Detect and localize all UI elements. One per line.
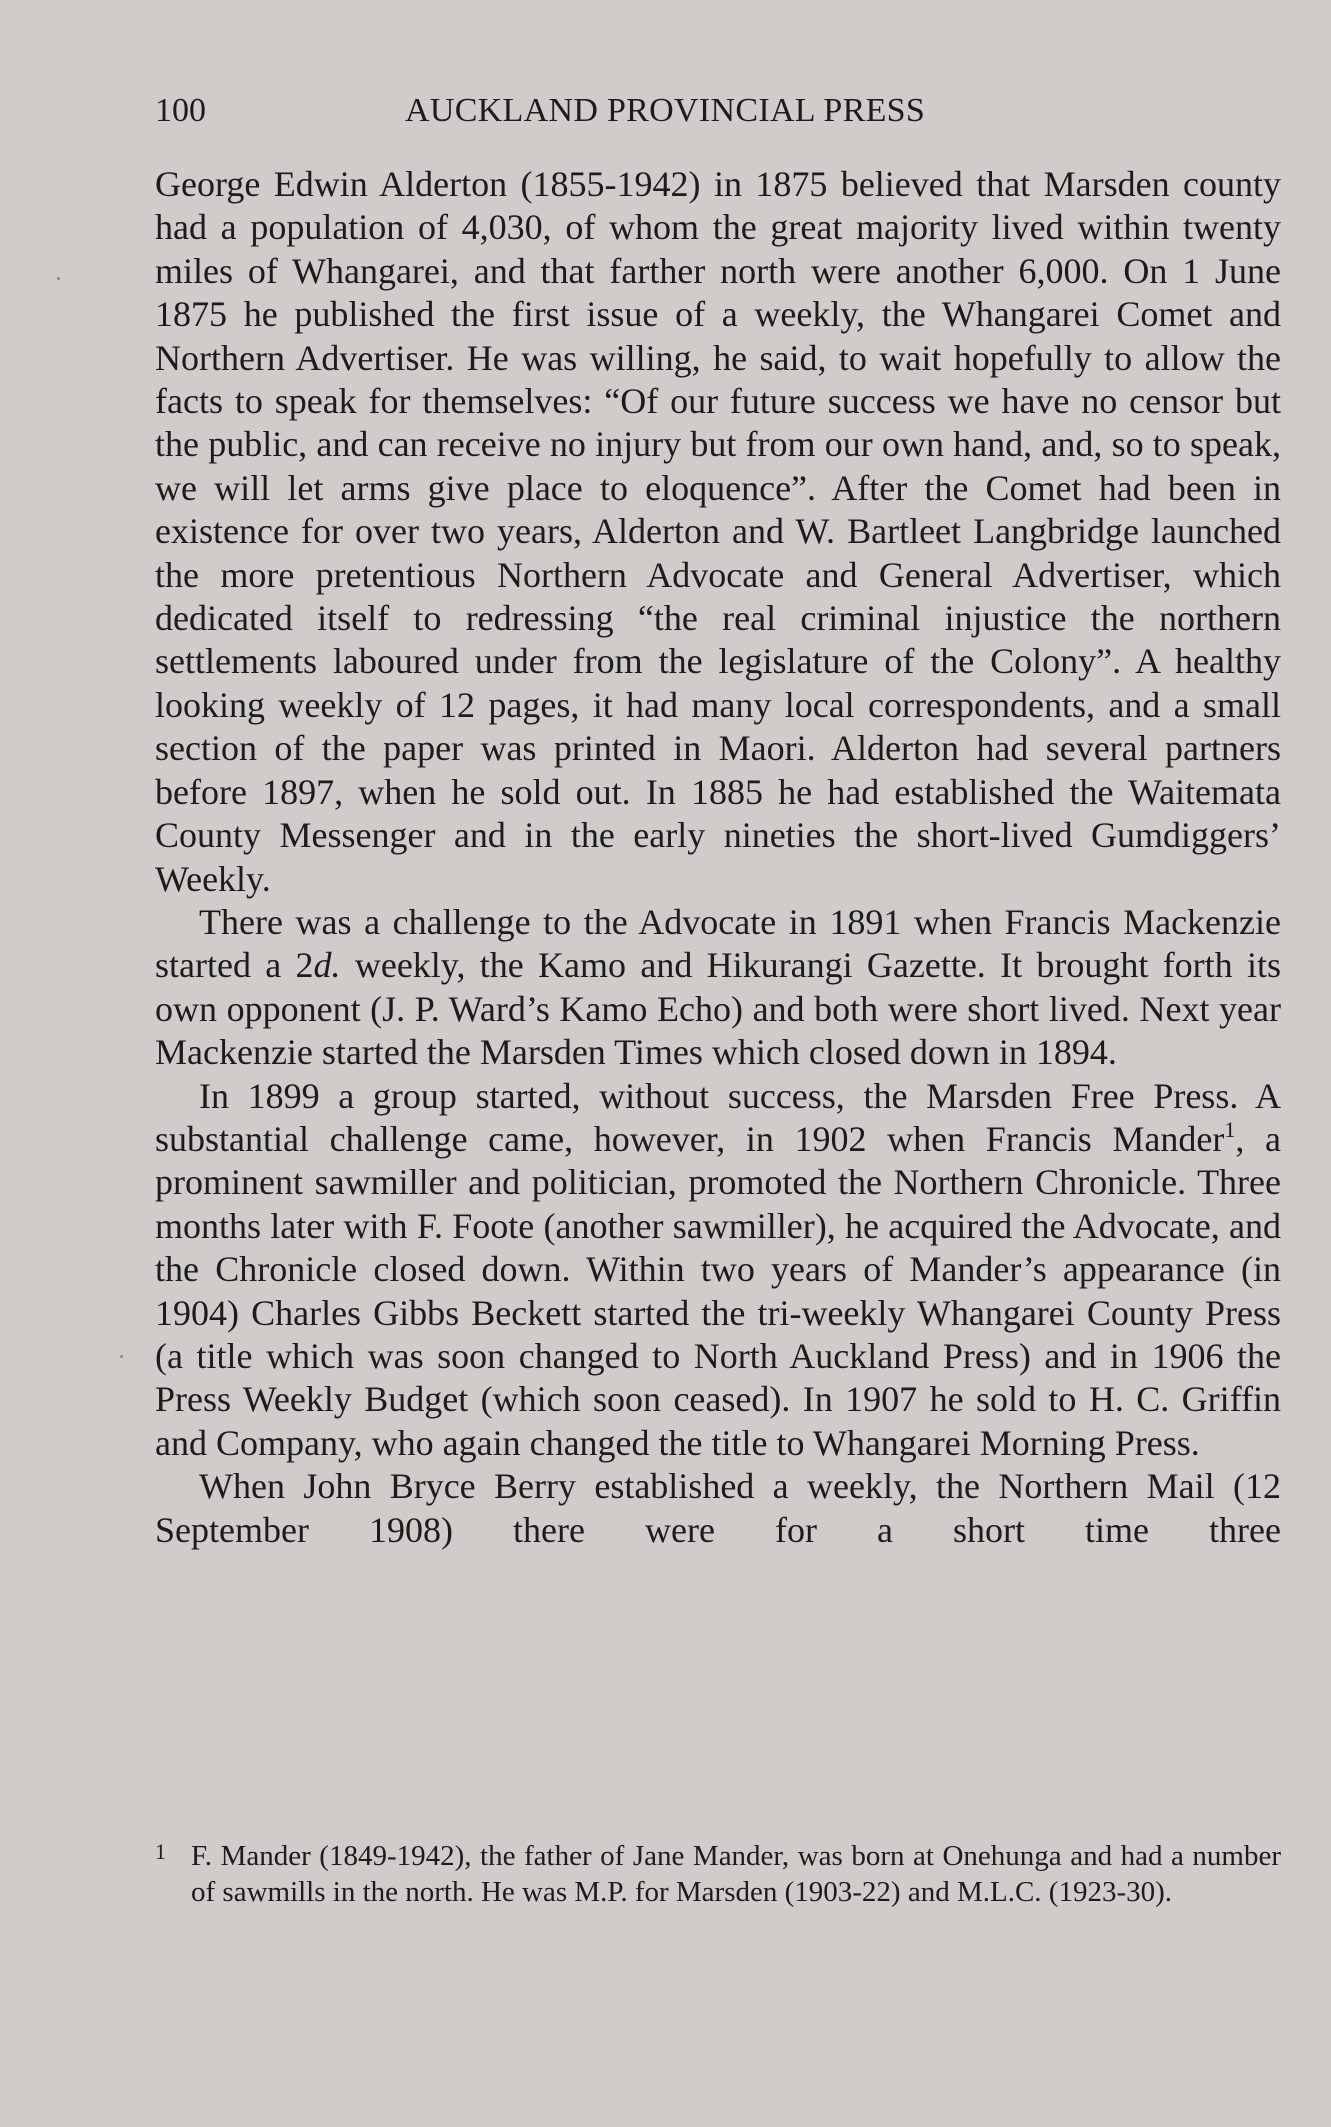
paragraph-mander: [155, 1075, 1281, 1466]
scan-speck: [120, 1355, 123, 1358]
body-text: [155, 163, 1281, 1552]
pence-abbreviation: d.: [313, 945, 341, 986]
running-head: [155, 88, 1281, 134]
paragraph-mackenzie-text-end: weekly, the Kamo and Hikurangi Gazette. It brought forth its own opponent (J. P. Ward’s Kamo Echo) and both were short lived. Next year Mackenzie started the Marsden Times which closed down in 1894.: [155, 945, 1281, 1073]
paragraph-berry-text: When John Bryce Berry established a weekly, the Northern Mail (12 September 1908) there were for a short time three: [155, 1466, 1281, 1550]
running-title: AUCKLAND PROVINCIAL PRESS: [405, 92, 926, 129]
footnote-reference: 1: [1224, 1116, 1236, 1142]
footnote-marker: 1: [155, 1839, 166, 1864]
paragraph-mander-text-start: In 1899 a group started, without success, the Marsden Free Press. A substantial challenge came, however, in 1902 when Francis Mander: [155, 1075, 1281, 1159]
page-number: 100: [155, 92, 206, 129]
footnote-text: F. Mander (1849-1942), the father of Jane Mander, was born at Onehunga and had a number of sawmills in the north. He was M.P. for Marsden (1903-22) and M.L.C. (1923-30).: [191, 1840, 1281, 1908]
paragraph-berry: [155, 1465, 1281, 1552]
paragraph-alderton: [155, 163, 1281, 901]
footnote: [155, 1838, 1281, 1910]
scan-speck: [57, 277, 60, 280]
paragraph-mackenzie-text-start: There was a challenge to the Advocate in 1891 when Francis Mackenzie started a 2: [155, 901, 1281, 986]
paragraph-mander-text-end: , a prominent sawmiller and politician, promoted the Northern Chronicle. Three months later with F. Foote (another sawmiller), he acquired the Advocate, and the Chronicle closed down. Within two years of Mander’s appearance (in 1904) Charles Gibbs Beckett started the tri-weekly Whangarei County Press (a title which was soon changed to North Auckland Press) and in 1906 the Press Weekly Budget (which soon ceased). In 1907 he sold to H. C. Griffin and Company, who again changed the title to Whangarei Morning Press.: [155, 1118, 1281, 1463]
paragraph-mackenzie: [155, 901, 1281, 1075]
paragraph-alderton-text: George Edwin Alderton (1855-1942) in 1875 believed that Marsden county had a population of 4,030, of whom the great majority lived within twenty miles of Whangarei, and that farther north were another 6,000. On 1 June 1875 he published the first issue of a weekly, the Whangarei Comet and Northern Advertiser. He was willing, he said, to wait hopefully to allow the facts to speak for themselves: “Of our future success we have no censor but the public, and can receive no injury but from our own hand, and, so to speak, we will let arms give place to eloquence”. After the Comet had been in existence for over two years, Alderton and W. Bartleet Langbridge launched the more pretentious Northern Advocate and General Advertiser, which dedicated itself to redressing “the real criminal injustice the northern settlements laboured under from the legislature of the Colony”. A healthy looking weekly of 12 pages, it had many local correspondents, and a small section of the paper was printed in Maori. Alderton had several partners before 1897, when he sold out. In 1885 he had established the Waitemata County Messenger and in the early nineties the short-lived Gumdiggers’ Weekly.: [155, 164, 1281, 899]
